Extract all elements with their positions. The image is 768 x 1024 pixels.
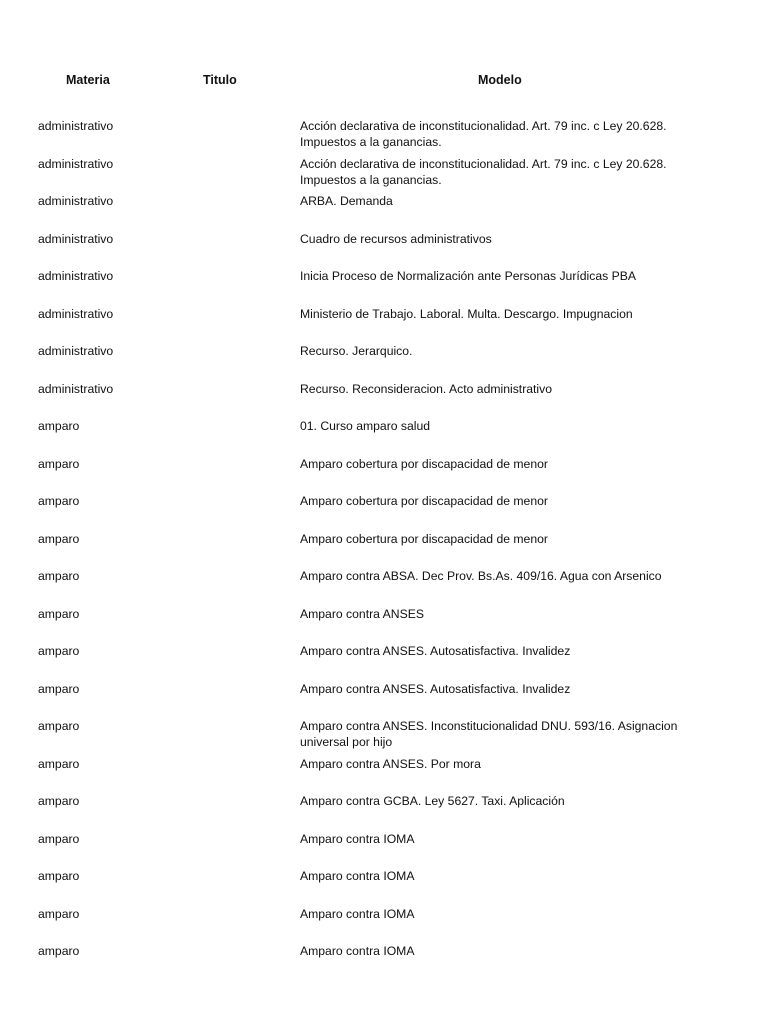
cell-materia: amparo <box>38 531 80 546</box>
table-row <box>0 606 768 644</box>
table-row <box>0 118 768 156</box>
cell-materia: amparo <box>38 569 80 583</box>
table-row <box>0 456 768 494</box>
table-row <box>0 568 768 606</box>
table-row <box>0 756 768 794</box>
table-row <box>0 643 768 681</box>
cell-modelo: Acción declarativa de inconstitucionalidad. Art. 79 inc. c Ley 20.628. Impuestos a la ganancias. <box>300 156 667 187</box>
table-row <box>0 943 768 981</box>
table-row <box>0 831 768 869</box>
table-row <box>0 681 768 719</box>
cell-modelo: Acción declarativa de inconstitucionalidad. Art. 79 inc. c Ley 20.628. Impuestos a la ganancias. <box>300 119 667 149</box>
table-row <box>0 156 768 194</box>
table-row <box>0 493 768 531</box>
cell-modelo: Recurso. Jerarquico. <box>300 344 413 358</box>
table-row <box>0 868 768 906</box>
cell-materia: administrativo <box>38 306 114 321</box>
cell-materia: administrativo <box>38 156 114 171</box>
cell-modelo: Ministerio de Trabajo. Laboral. Multa. Descargo. Impugnacion <box>300 306 633 321</box>
cell-modelo: Amparo contra ANSES. Por mora <box>300 756 481 771</box>
cell-modelo: Amparo contra ANSES. Autosatisfactiva. Invalidez <box>300 681 571 696</box>
table-body <box>0 118 768 981</box>
cell-modelo: Amparo contra ANSES. Autosatisfactiva. Invalidez <box>300 644 571 658</box>
cell-modelo: Amparo contra IOMA <box>300 869 415 883</box>
cell-materia: administrativo <box>38 231 114 246</box>
table-header <box>0 73 768 91</box>
cell-modelo: Amparo contra ANSES <box>300 606 424 621</box>
header-modelo: Modelo <box>478 73 522 87</box>
cell-materia: amparo <box>38 906 80 921</box>
cell-modelo: ARBA. Demanda <box>300 194 393 208</box>
cell-modelo: Recurso. Reconsideracion. Acto administrativo <box>300 381 552 396</box>
cell-modelo: 01. Curso amparo salud <box>300 419 431 433</box>
cell-modelo: Amparo contra GCBA. Ley 5627. Taxi. Aplicación <box>300 794 565 808</box>
table-row <box>0 268 768 306</box>
table-row <box>0 793 768 831</box>
cell-modelo: Amparo contra IOMA <box>300 906 415 921</box>
table-row <box>0 906 768 944</box>
cell-materia: amparo <box>38 681 80 696</box>
cell-materia: amparo <box>38 494 80 508</box>
cell-modelo: Cuadro de recursos administrativos <box>300 231 492 246</box>
table-row <box>0 718 768 756</box>
table-row <box>0 381 768 419</box>
cell-materia: amparo <box>38 794 80 808</box>
cell-modelo: Amparo contra ABSA. Dec Prov. Bs.As. 409/16. Agua con Arsenico <box>300 569 662 583</box>
table-row <box>0 306 768 344</box>
cell-modelo: Amparo cobertura por discapacidad de menor <box>300 531 548 546</box>
table-row <box>0 531 768 569</box>
header-titulo: Titulo <box>203 73 237 87</box>
cell-modelo: Amparo cobertura por discapacidad de menor <box>300 456 548 471</box>
cell-materia: amparo <box>38 419 80 433</box>
cell-materia: amparo <box>38 869 80 883</box>
cell-modelo: Amparo cobertura por discapacidad de menor <box>300 494 548 508</box>
cell-materia: administrativo <box>38 119 114 133</box>
cell-materia: amparo <box>38 644 80 658</box>
cell-materia: administrativo <box>38 381 114 396</box>
cell-modelo: Amparo contra IOMA <box>300 944 415 958</box>
table-row <box>0 231 768 269</box>
cell-materia: amparo <box>38 944 80 958</box>
header-materia: Materia <box>66 73 110 87</box>
cell-materia: administrativo <box>38 194 114 208</box>
cell-materia: amparo <box>38 719 80 733</box>
table-row <box>0 343 768 381</box>
table-row <box>0 193 768 231</box>
cell-materia: administrativo <box>38 269 114 283</box>
cell-modelo: Amparo contra ANSES. Inconstitucionalidad DNU. 593/16. Asignacion universal por hijo <box>300 719 678 749</box>
table-row <box>0 418 768 456</box>
cell-modelo: Amparo contra IOMA <box>300 831 415 846</box>
cell-materia: administrativo <box>38 344 114 358</box>
cell-materia: amparo <box>38 606 80 621</box>
cell-materia: amparo <box>38 756 80 771</box>
cell-materia: amparo <box>38 456 80 471</box>
cell-materia: amparo <box>38 831 80 846</box>
cell-modelo: Inicia Proceso de Normalización ante Personas Jurídicas PBA <box>300 269 636 283</box>
